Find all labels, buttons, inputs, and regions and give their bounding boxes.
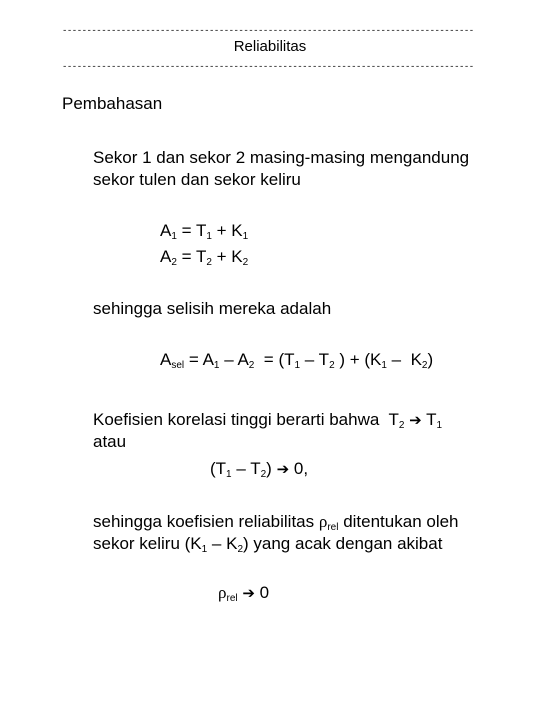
- para3-sub-1: 2: [398, 420, 405, 431]
- eq4-b: – T: [231, 459, 261, 478]
- arrow-right-icon: ➔: [242, 585, 255, 602]
- eq5-zero: 0: [254, 583, 270, 602]
- rho-symbol: ρ: [318, 512, 328, 531]
- arrow-right-icon: ➔: [409, 412, 422, 429]
- eq3-p3: = (T: [254, 350, 295, 369]
- para4-rho-sub: rel: [327, 522, 339, 533]
- eq3-p4: – T: [300, 350, 330, 369]
- eq3-p1: = A: [184, 350, 214, 369]
- eq1-eq: = T: [176, 221, 207, 240]
- paragraph-1-line-1: Sekor 1 dan sekor 2 masing-masing mengandung: [93, 148, 470, 167]
- para4-line2-c: ) yang acak dengan akibat: [243, 534, 443, 553]
- eq3-sub-6: 2: [421, 360, 428, 371]
- eq3-sub-3: 1: [294, 360, 301, 371]
- para4-line2-sub-2: 2: [237, 544, 244, 555]
- eq2-sub-k: 2: [242, 257, 249, 268]
- para4-text-a: sehingga koefisien reliabilitas: [93, 512, 319, 531]
- eq4-d: 0,: [289, 459, 309, 478]
- paragraph-4-line-2: [93, 533, 442, 555]
- section-heading: Pembahasan: [62, 94, 163, 113]
- eq3-sub-2: 2: [248, 360, 255, 371]
- para4-line2-a: sekor keliru (K: [93, 534, 202, 553]
- eq2-a: A: [160, 247, 172, 266]
- eq4-a: (T: [210, 459, 227, 478]
- eq2-eq: = T: [176, 247, 207, 266]
- equation-4: [210, 458, 308, 481]
- para4-line2-b: – K: [207, 534, 238, 553]
- para3-text-a: Koefisien korelasi tinggi berarti bahwa T: [93, 410, 399, 429]
- eq3-sub-4: 2: [329, 360, 335, 371]
- paragraph-1-line-2: sekor tulen dan sekor keliru: [93, 170, 301, 189]
- arrow-right-icon: ➔: [276, 461, 290, 478]
- eq3-sub-5: 1: [381, 360, 387, 371]
- paragraph-4-line-1: [93, 511, 459, 533]
- eq3-p6: – K: [386, 350, 422, 369]
- para4-line2-sub-1: 1: [201, 544, 208, 555]
- header-rule-top: ------------------------------------------------------------------------------------: [62, 26, 474, 36]
- eq3-a: A: [160, 350, 172, 369]
- eq3-p5: ) + (K: [334, 350, 382, 369]
- eq1-sub-k: 1: [242, 231, 249, 242]
- para4-text-b: ditentukan oleh: [338, 512, 459, 531]
- eq4-sub-1: 1: [226, 469, 232, 480]
- eq2-sub-a: 2: [171, 257, 177, 268]
- eq1-a: A: [160, 221, 172, 240]
- header-rule-bottom: ------------------------------------------------------------------------------------: [62, 62, 474, 72]
- equation-2: [160, 246, 248, 268]
- eq2-plus: + K: [211, 247, 243, 266]
- para3-text-b: T: [421, 410, 437, 429]
- eq3-sub-1: 1: [213, 360, 220, 371]
- eq4-c: ): [266, 459, 272, 478]
- eq1-plus: + K: [211, 221, 243, 240]
- paragraph-3-line-2: atau: [93, 432, 127, 451]
- eq3-p7: ): [427, 350, 434, 369]
- eq3-p2: – A: [219, 350, 249, 369]
- eq5-rho: ρ: [218, 583, 227, 602]
- page-title: Reliabilitas: [233, 38, 307, 55]
- equation-5: [218, 582, 269, 605]
- eq4-sub-2: 2: [260, 469, 267, 480]
- eq1-sub-t: 1: [206, 231, 212, 242]
- eq2-sub-t: 2: [206, 257, 212, 268]
- equation-3: [160, 349, 433, 371]
- para3-sub-2: 1: [436, 420, 443, 431]
- paragraph-3-line-1: [93, 409, 442, 432]
- equation-1: [160, 220, 248, 242]
- eq1-sub-a: 1: [171, 231, 177, 242]
- eq5-sub: rel: [226, 593, 238, 604]
- paragraph-2: sehingga selisih mereka adalah: [93, 299, 332, 318]
- eq3-sub-sel: sel: [171, 360, 185, 371]
